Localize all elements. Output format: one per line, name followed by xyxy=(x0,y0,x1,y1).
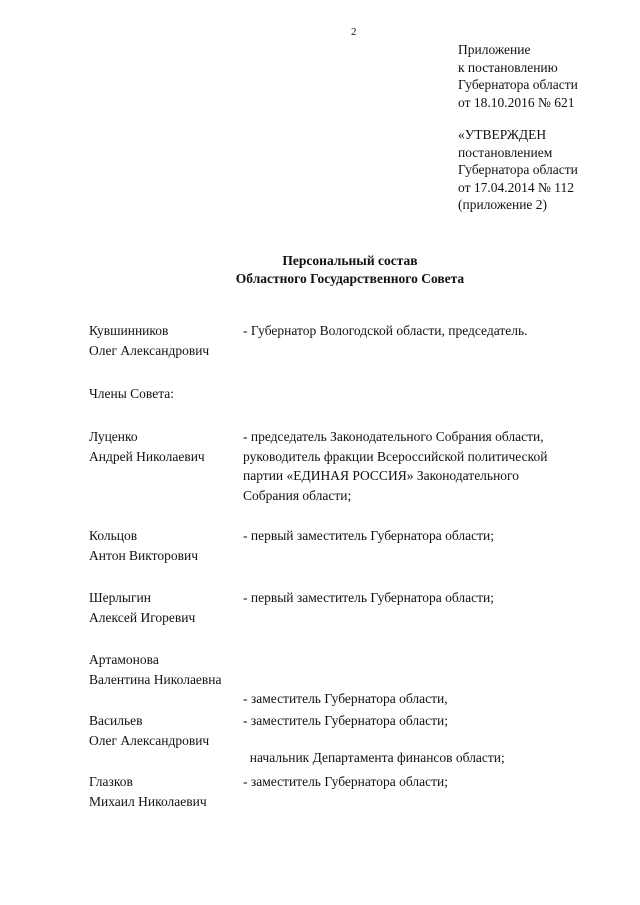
roster-entry xyxy=(89,526,609,563)
member-surname: Васильев xyxy=(89,713,143,728)
role-line: начальник Департамента финансов области; xyxy=(243,749,505,765)
member-name xyxy=(89,526,239,565)
roster-entry xyxy=(89,588,609,625)
members-label: Члены Совета: xyxy=(89,386,175,401)
role-line: партии «ЕДИНАЯ РОССИЯ» Законодательного xyxy=(243,468,520,483)
appendix-line: Губернатора области xyxy=(458,77,578,92)
approved-line: от 17.04.2014 № 112 xyxy=(458,179,574,195)
member-name xyxy=(89,588,239,627)
member-role xyxy=(243,711,609,731)
member-role xyxy=(243,526,609,546)
role-line: - председатель Законодательного Собрания области, xyxy=(243,429,544,444)
role-line: - заместитель Губернатора области; xyxy=(243,774,448,789)
role-line: Собрания области; xyxy=(243,487,352,503)
member-surname: Кувшинников xyxy=(89,323,169,338)
member-surname: Кольцов xyxy=(89,528,138,543)
role-line: - первый заместитель Губернатора области; xyxy=(243,590,494,605)
page-number: 2 xyxy=(351,26,357,38)
roster-entry xyxy=(89,427,609,505)
role-line: руководитель фракции Всероссийской политической xyxy=(243,448,548,464)
member-role xyxy=(243,321,609,341)
role-line: - заместитель Губернатора области; xyxy=(243,713,448,728)
member-surname: Луценко xyxy=(89,429,138,444)
roster-entry xyxy=(89,711,609,748)
member-given-names: Михаил Николаевич xyxy=(89,793,207,809)
approved-line: (приложение 2) xyxy=(458,197,548,212)
member-given-names: Андрей Николаевич xyxy=(89,448,205,464)
approved-line: «УТВЕРЖДЕН xyxy=(458,127,547,142)
member-role xyxy=(243,427,609,505)
member-name xyxy=(89,711,239,750)
roster-entry-chairman xyxy=(89,321,609,358)
appendix-block xyxy=(458,41,578,111)
member-name xyxy=(89,321,239,360)
approved-block xyxy=(458,126,578,214)
member-given-names: Олег Александрович xyxy=(89,342,210,358)
approved-line: постановлением xyxy=(458,144,553,160)
member-given-names: Олег Александрович xyxy=(89,732,210,748)
member-given-names: Валентина Николаевна xyxy=(89,671,222,687)
member-name xyxy=(89,427,239,466)
member-name xyxy=(89,650,239,689)
title-line: Персональный состав xyxy=(282,253,418,268)
appendix-line: к постановлению xyxy=(458,59,558,75)
member-role xyxy=(243,588,609,608)
appendix-line: от 18.10.2016 № 621 xyxy=(458,94,575,110)
role-line: - заместитель Губернатора области, xyxy=(243,691,448,706)
member-name xyxy=(89,772,239,811)
member-surname: Артамонова xyxy=(89,652,159,667)
member-role xyxy=(243,772,609,792)
member-given-names: Антон Викторович xyxy=(89,547,199,563)
member-surname: Шерлыгин xyxy=(89,590,151,605)
member-surname: Глазков xyxy=(89,774,133,789)
role-line: - Губернатор Вологодской области, председатель. xyxy=(243,323,528,338)
title-line: Областного Государственного Совета xyxy=(235,271,465,286)
approved-line: Губернатора области xyxy=(458,162,578,177)
document-title xyxy=(0,252,640,288)
appendix-line: Приложение xyxy=(458,42,531,57)
role-line: - первый заместитель Губернатора области; xyxy=(243,528,494,543)
member-given-names: Алексей Игоревич xyxy=(89,609,196,625)
roster-entry xyxy=(89,772,609,809)
